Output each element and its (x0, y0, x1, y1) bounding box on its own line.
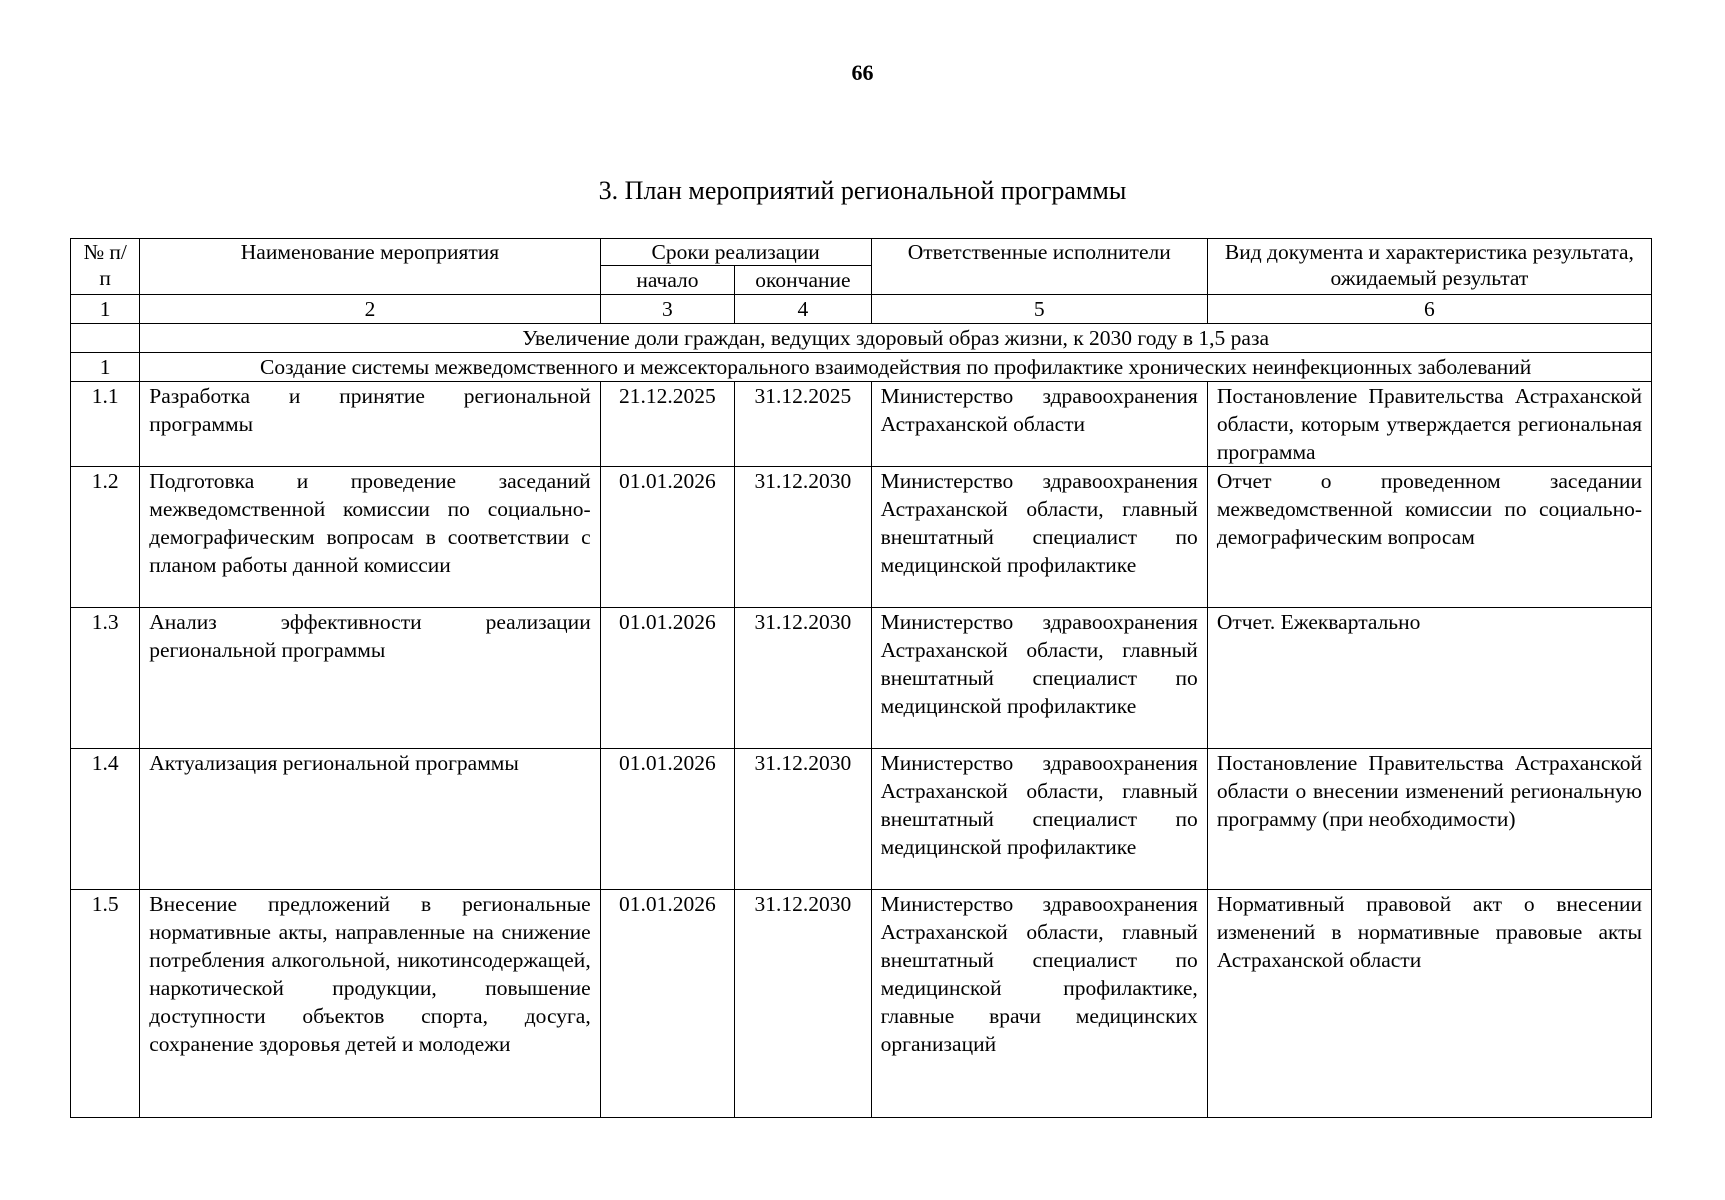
goal-text: Увеличение доли граждан, ведущих здоровый образ жизни, к 2030 году в 1,5 раза (140, 324, 1652, 353)
goal-num-cell (71, 324, 140, 353)
column-number: 6 (1207, 295, 1651, 324)
table-row (71, 608, 1652, 749)
row-result: Постановление Правительства Астраханской области, которым утверждается региональная программа (1207, 382, 1651, 467)
row-name: Подготовка и проведение заседаний межведомственной комиссии по социально-демографическим вопросам в соответствии с планом работы данной комиссии (140, 467, 600, 608)
header-period: Сроки реализации (600, 239, 871, 266)
column-numbers-row (71, 295, 1652, 324)
row-start: 21.12.2025 (600, 382, 734, 467)
row-executors: Министерство здравоохранения Астраханской области, главный внештатный специалист по медицинской профилактике (871, 608, 1207, 749)
row-executors: Министерство здравоохранения Астраханской области (871, 382, 1207, 467)
row-name: Анализ эффективности реализации региональной программы (140, 608, 600, 749)
header-end: окончание (735, 266, 872, 295)
header-executors: Ответственные исполнители (871, 239, 1207, 295)
header-row (71, 239, 1652, 266)
row-start: 01.01.2026 (600, 890, 734, 1118)
page-number: 66 (851, 60, 874, 85)
row-result: Нормативный правовой акт о внесении изменений в нормативные правовые акты Астраханской области (1207, 890, 1651, 1118)
header-num: № п/п (71, 239, 140, 295)
table-row (71, 467, 1652, 608)
table-row (71, 890, 1652, 1118)
column-number: 4 (735, 295, 872, 324)
section-row (71, 353, 1652, 382)
row-end: 31.12.2030 (735, 467, 872, 608)
column-number: 3 (600, 295, 734, 324)
row-num: 1.4 (71, 749, 140, 890)
row-num: 1.3 (71, 608, 140, 749)
table-row (71, 382, 1652, 467)
row-num: 1.2 (71, 467, 140, 608)
page-title: 3. План мероприятий региональной программы (598, 176, 1127, 205)
row-start: 01.01.2026 (600, 749, 734, 890)
column-number: 5 (871, 295, 1207, 324)
row-num: 1.1 (71, 382, 140, 467)
goal-row (71, 324, 1652, 353)
header-result: Вид документа и характеристика результата, ожидаемый результат (1207, 239, 1651, 295)
row-result: Отчет о проведенном заседании межведомственной комиссии по социально-демографическим вопросам (1207, 467, 1651, 608)
row-name: Разработка и принятие региональной программы (140, 382, 600, 467)
section-num: 1 (71, 353, 140, 382)
header-start: начало (600, 266, 734, 295)
row-executors: Министерство здравоохранения Астраханской области, главный внештатный специалист по медицинской профилактике, главные врачи медицинских организаций (871, 890, 1207, 1118)
row-end: 31.12.2030 (735, 890, 872, 1118)
row-executors: Министерство здравоохранения Астраханской области, главный внештатный специалист по медицинской профилактике (871, 467, 1207, 608)
row-end: 31.12.2030 (735, 608, 872, 749)
row-executors: Министерство здравоохранения Астраханской области, главный внештатный специалист по медицинской профилактике (871, 749, 1207, 890)
row-name: Внесение предложений в региональные нормативные акты, направленные на снижение потребления алкогольной, никотинсодержащей, наркотической продукции, повышение доступности объектов спорта, досуга, сохранение здоровья детей и молодежи (140, 890, 600, 1118)
header-name: Наименование мероприятия (140, 239, 600, 295)
column-number: 1 (71, 295, 140, 324)
row-start: 01.01.2026 (600, 467, 734, 608)
row-start: 01.01.2026 (600, 608, 734, 749)
table-row (71, 749, 1652, 890)
row-end: 31.12.2025 (735, 382, 872, 467)
row-name: Актуализация региональной программы (140, 749, 600, 890)
row-end: 31.12.2030 (735, 749, 872, 890)
row-result: Отчет. Ежеквартально (1207, 608, 1651, 749)
row-num: 1.5 (71, 890, 140, 1118)
section-title: Создание системы межведомственного и межсекторального взаимодействия по профилактике хронических неинфекционных заболеваний (140, 353, 1652, 382)
plan-table (70, 238, 1652, 1118)
row-result: Постановление Правительства Астраханской области о внесении изменений региональную программу (при необходимости) (1207, 749, 1651, 890)
column-number: 2 (140, 295, 600, 324)
